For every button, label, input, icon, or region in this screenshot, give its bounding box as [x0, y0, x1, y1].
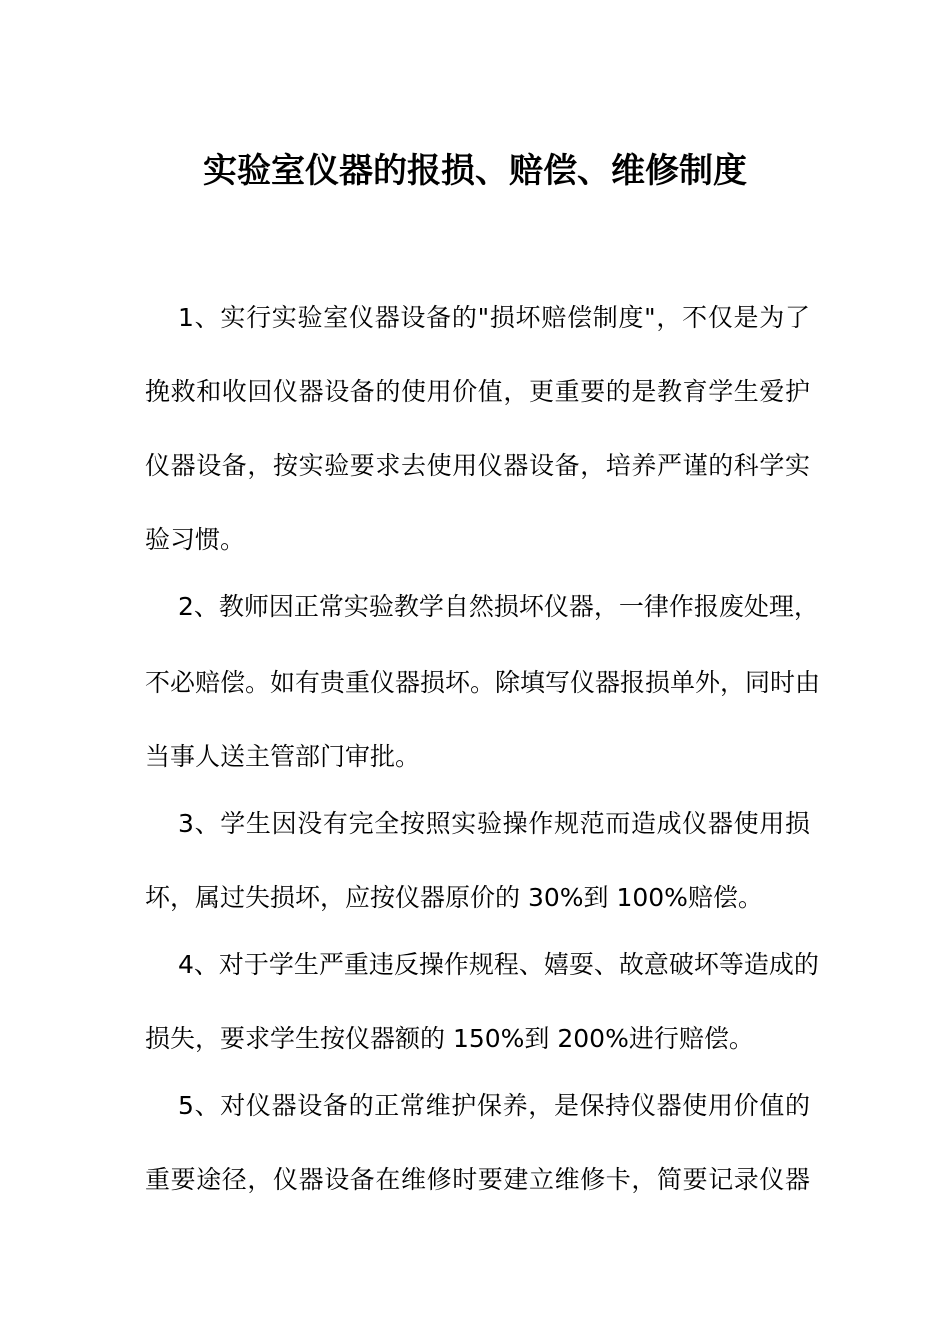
document-title: 实验室仪器的报损、赔偿、维修制度	[203, 151, 747, 191]
paragraph-3-line-1: 3、学生因没有完全按照实验操作规范而造成仪器使用损	[178, 809, 810, 838]
paragraph-2-line-3: 当事人送主管部门审批。	[145, 742, 421, 771]
paragraph-1-line-3: 仪器设备，按实验要求去使用仪器设备，培养严谨的科学实	[145, 451, 810, 480]
paragraph-4-line-2: 损失，要求学生按仪器额的 150%到 200%进行赔偿。	[145, 1024, 754, 1053]
paragraph-2-line-2: 不必赔偿。如有贵重仪器损坏。除填写仪器报损单外，同时由	[145, 668, 821, 697]
paragraph-3-line-2: 坏，属过失损坏，应按仪器原价的 30%到 100%赔偿。	[145, 883, 763, 912]
paragraph-1-line-1: 1、实行实验室仪器设备的"损坏赔偿制度"，不仅是为了	[178, 303, 810, 332]
paragraph-5-line-2: 重要途径，仪器设备在维修时要建立维修卡，简要记录仪器	[145, 1165, 810, 1194]
paragraph-2-line-1: 2、教师因正常实验教学自然损坏仪器，一律作报废处理，	[178, 592, 819, 621]
paragraph-1-line-4: 验习惯。	[145, 525, 246, 554]
paragraph-4-line-1: 4、对于学生严重违反操作规程、嬉耍、故意破坏等造成的	[178, 950, 819, 979]
paragraph-5-line-1: 5、对仪器设备的正常维护保养，是保持仪器使用价值的	[178, 1091, 810, 1120]
paragraph-1-line-2: 挽救和收回仪器设备的使用价值，更重要的是教育学生爱护	[145, 377, 810, 406]
